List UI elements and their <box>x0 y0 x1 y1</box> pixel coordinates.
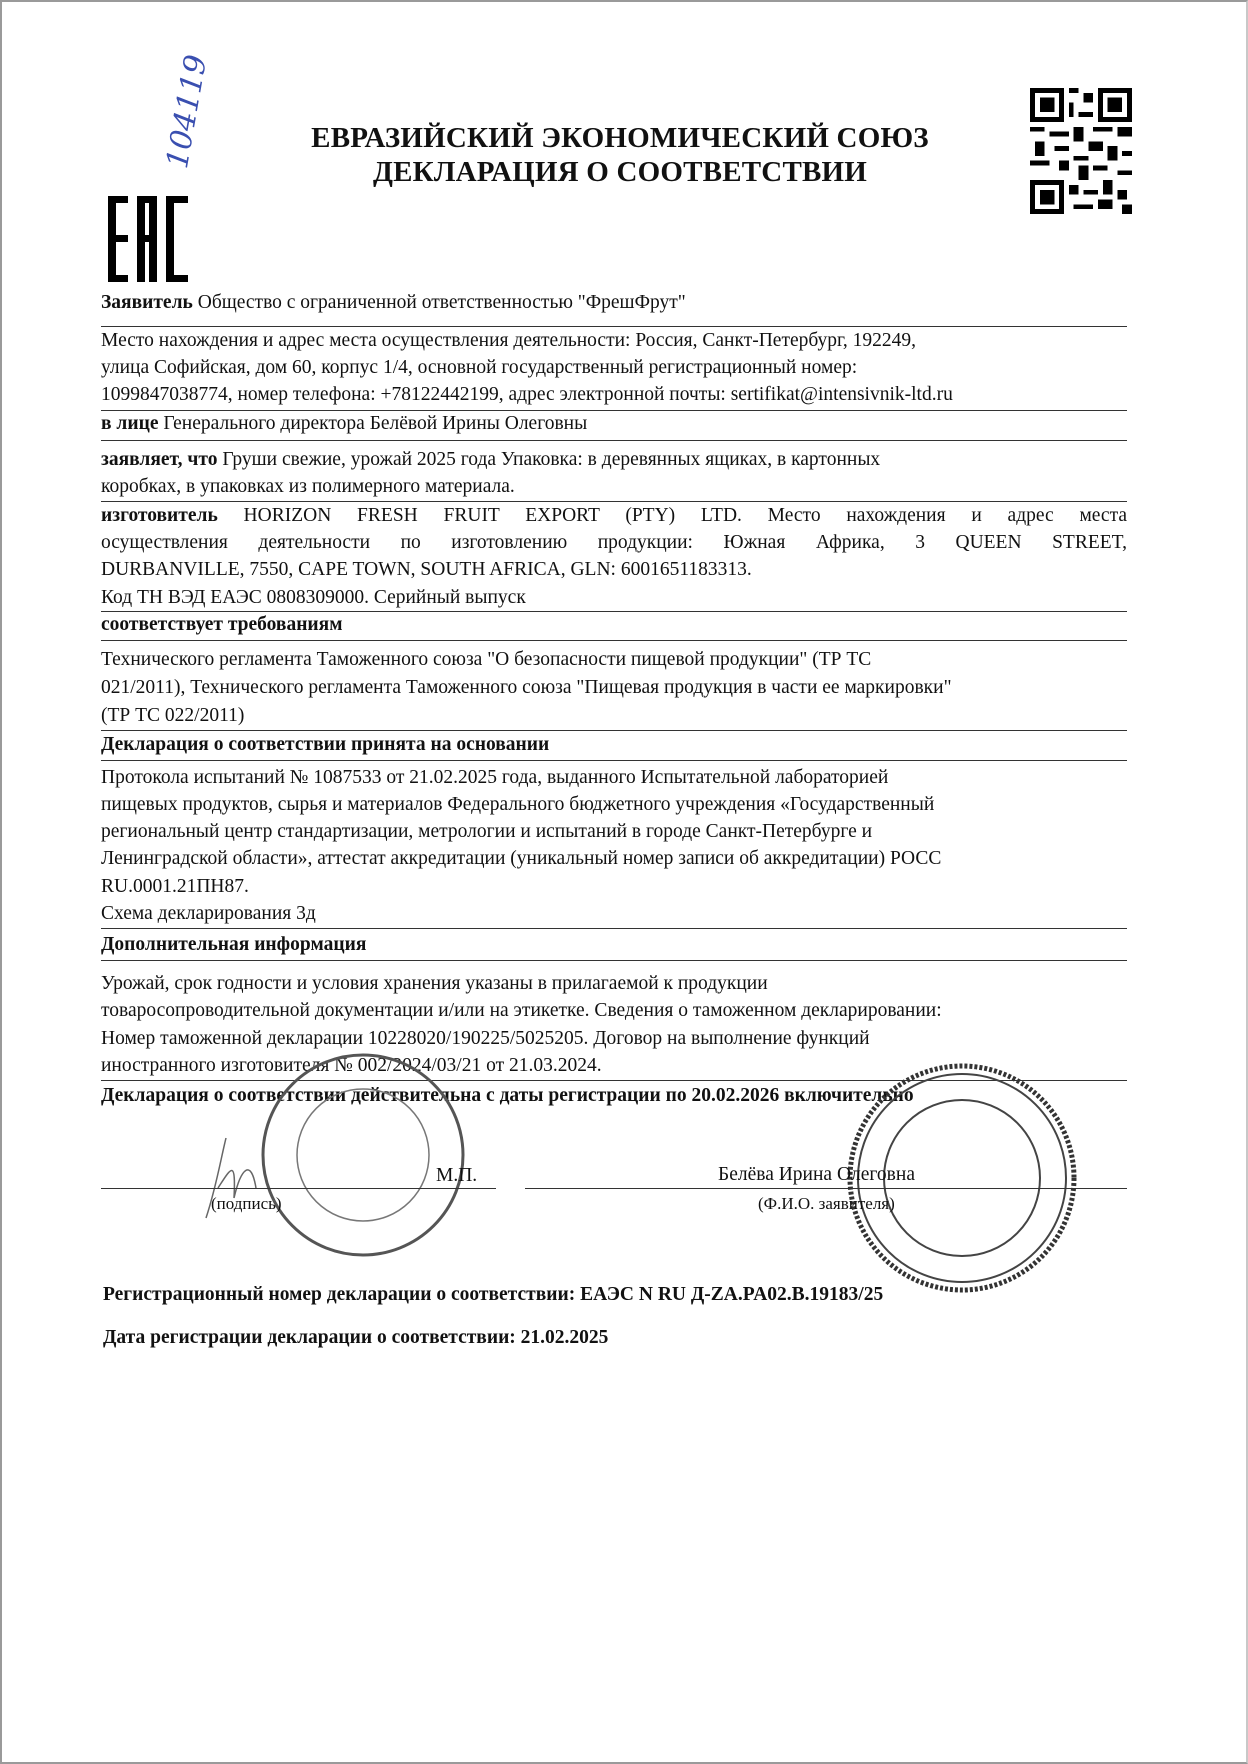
manufacturer-line: осуществления деятельности по изготовлению продукции: Южная Африка, 3 QUEEN STREET, <box>101 532 1127 553</box>
signature-line <box>101 1188 496 1189</box>
address-line: 1099847038774, номер телефона: +78122442199, адрес электронной почты: sertifikat@intensivnik-ltd.ru <box>101 384 953 405</box>
additional-heading: Дополнительная информация <box>101 934 367 955</box>
product-line: Груши свежие, урожай 2025 года Упаковка: в деревянных ящиках, в картонных <box>222 449 881 470</box>
scheme-line: Схема декларирования 3д <box>101 903 316 924</box>
manufacturer-line: HORIZON FRESH FRUIT EXPORT (PTY) LTD. Место нахождения и адрес места <box>243 505 1127 526</box>
address-line: улица Софийская, дом 60, корпус 1/4, основной государственный регистрационный номер: <box>101 357 858 378</box>
divider <box>101 611 1127 612</box>
basis-line: Протокола испытаний № 1087533 от 21.02.2025 года, выданного Испытательной лабораторией <box>101 767 889 788</box>
manufacturer-line: DURBANVILLE, 7550, CAPE TOWN, SOUTH AFRICA, GLN: 6001651183313. <box>101 559 752 580</box>
declares-label: заявляет, что <box>101 449 218 470</box>
requirements-line: (ТР ТС 022/2011) <box>101 705 245 726</box>
additional-line: товаросопроводительной документации и/или на этикетке. Сведения о таможенном декларировании: <box>101 1000 942 1021</box>
eac-logo-icon <box>108 196 194 282</box>
divider <box>101 501 1127 502</box>
applicant-label: Заявитель <box>101 292 193 313</box>
basis-line: региональный центр стандартизации, метрологии и испытаний в городе Санкт-Петербурге и <box>101 821 873 842</box>
divider <box>101 960 1127 961</box>
person-value: Генерального директора Белёвой Ирины Олеговны <box>163 413 588 434</box>
name-line <box>525 1188 1127 1189</box>
product-line: коробках, в упаковках из полимерного материала. <box>101 476 515 497</box>
registration-date-label: Дата регистрации декларации о соответствии: <box>103 1327 516 1348</box>
title-union: ЕВРАЗИЙСКИЙ ЭКОНОМИЧЕСКИЙ СОЮЗ <box>311 122 929 154</box>
manufacturer-label: изготовитель <box>101 505 218 526</box>
address-line: Место нахождения и адрес места осуществления деятельности: Россия, Санкт-Петербург, 192249, <box>101 330 916 351</box>
divider <box>101 640 1127 641</box>
basis-line: RU.0001.21ПН87. <box>101 876 249 897</box>
basis-line: пищевых продуктов, сырья и материалов Федерального бюджетного учреждения «Государственный <box>101 794 935 815</box>
validity-line: Декларация о соответствии действительна с даты регистрации по 20.02.2026 включительно <box>101 1085 914 1106</box>
additional-line: иностранного изготовителя № 002/2024/03/21 от 21.03.2024. <box>101 1055 602 1076</box>
hs-code-line: Код ТН ВЭД ЕАЭС 0808309000. Серийный выпуск <box>101 587 526 608</box>
divider <box>101 410 1127 411</box>
additional-line: Номер таможенной декларации 10228020/190225/5025205. Договор на выполнение функций <box>101 1028 870 1049</box>
signature-caption: (подпись) <box>211 1194 282 1213</box>
handwritten-number: 104119 <box>160 52 215 172</box>
divider <box>101 760 1127 761</box>
divider <box>101 1080 1127 1081</box>
basis-heading: Декларация о соответствии принята на основании <box>101 734 550 755</box>
requirements-line: Технического регламента Таможенного союза "О безопасности пищевой продукции" (ТР ТС <box>101 649 872 670</box>
basis-line: Ленинградской области», аттестат аккредитации (уникальный номер записи об аккредитации) РОСС <box>101 848 942 869</box>
signer-name: Белёва Ирина Олеговна <box>718 1164 915 1185</box>
registration-number-label: Регистрационный номер декларации о соответствии: <box>103 1284 576 1305</box>
person-label: в лице <box>101 413 159 434</box>
divider <box>101 730 1127 731</box>
additional-line: Урожай, срок годности и условия хранения указаны в прилагаемой к продукции <box>101 973 768 994</box>
divider <box>101 326 1127 327</box>
name-caption: (Ф.И.О. заявителя) <box>758 1194 895 1213</box>
mp-label: М.П. <box>436 1165 478 1186</box>
divider <box>101 928 1127 929</box>
requirements-heading: соответствует требованиям <box>101 614 343 635</box>
qr-code-icon <box>1030 88 1132 214</box>
registration-number-value: ЕАЭС N RU Д-ZA.PA02.B.19183/25 <box>580 1284 884 1305</box>
requirements-line: 021/2011), Технического регламента Таможенного союза "Пищевая продукция в части ее маркировки" <box>101 677 952 698</box>
applicant-value: Общество с ограниченной ответственностью "ФрешФрут" <box>197 292 686 313</box>
divider <box>101 440 1127 441</box>
registration-date-value: 21.02.2025 <box>520 1327 609 1348</box>
title-declaration: ДЕКЛАРАЦИЯ О СООТВЕТСТВИИ <box>372 156 868 188</box>
